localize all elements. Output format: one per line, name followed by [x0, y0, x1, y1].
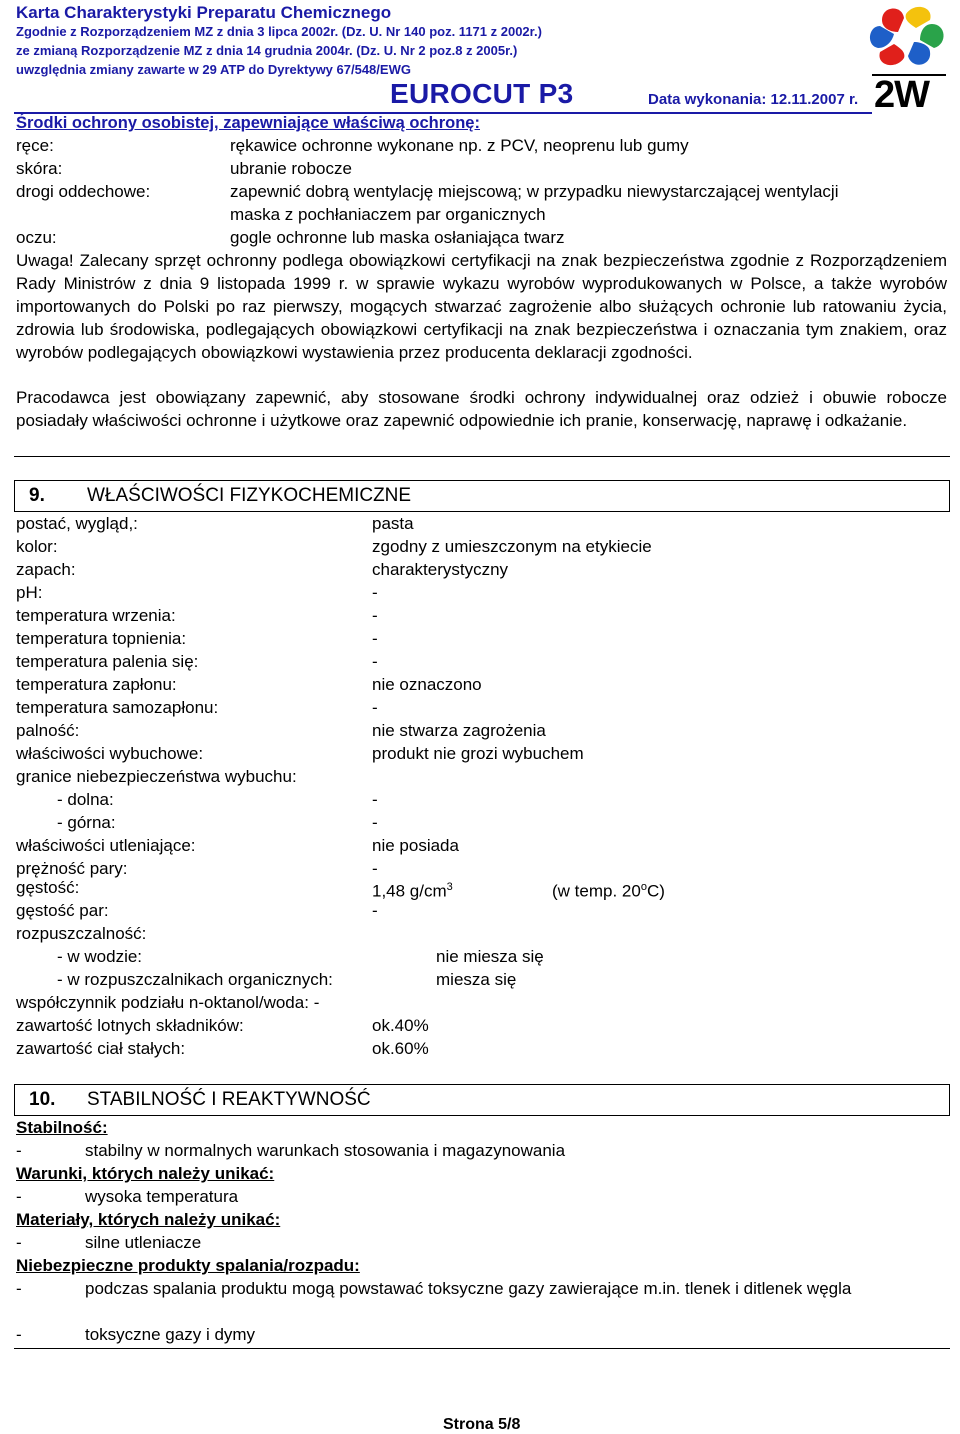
section-number: 9.: [29, 485, 45, 506]
hands-label: ręce:: [16, 136, 54, 155]
section-number: 10.: [29, 1089, 56, 1110]
respiratory-label: drogi oddechowe:: [16, 182, 151, 201]
property-value: -: [372, 583, 378, 602]
product-name: EUROCUT P3: [390, 78, 574, 109]
avoid-materials-text: silne utleniacze: [85, 1233, 202, 1252]
partition-coefficient: współczynnik podziału n-oktanol/woda: -: [16, 993, 320, 1012]
bullet-dash: -: [16, 1279, 22, 1298]
avoid-materials-heading: Materiały, których należy unikać:: [16, 1210, 281, 1229]
section-10-header: [14, 1084, 950, 1116]
property-label: temperatura samozapłonu:: [16, 698, 219, 717]
property-label: temperatura topnienia:: [16, 629, 187, 648]
regulation-line-1: Zgodnie z Rozporządzeniem MZ z dnia 3 lipca 2002r. (Dz. U. Nr 140 poz. 1171 z 2002r.): [16, 24, 542, 39]
water-solubility-label: - w wodzie:: [57, 947, 143, 966]
bullet-dash: -: [16, 1141, 22, 1160]
solids-value: ok.60%: [372, 1039, 429, 1058]
skin-label: skóra:: [16, 159, 63, 178]
property-value: -: [372, 813, 378, 832]
property-value: zgodny z umieszczonym na etykiecie: [372, 537, 652, 556]
company-logo: [868, 2, 950, 116]
density-temperature: (w temp. 20$^o$C): [552, 881, 665, 901]
property-label: zapach:: [16, 560, 76, 579]
property-value: -: [372, 698, 378, 717]
vapor-density-value: -: [372, 901, 378, 920]
property-label: temperatura wrzenia:: [16, 606, 176, 625]
property-label: palność:: [16, 721, 80, 740]
bullet-dash: -: [16, 1187, 22, 1206]
skin-value: ubranie robocze: [230, 159, 352, 178]
property-label: - górna:: [57, 813, 116, 832]
bullet-dash: -: [16, 1233, 22, 1252]
property-value: -: [372, 652, 378, 671]
bullet-dash: -: [16, 1325, 22, 1344]
property-label: - dolna:: [57, 790, 114, 809]
page-number: Strona 5/8: [443, 1416, 521, 1433]
avoid-conditions-text: wysoka temperatura: [85, 1187, 239, 1206]
property-label: postać, wygląd,:: [16, 514, 138, 533]
section-divider: [14, 456, 950, 457]
property-value: nie oznaczono: [372, 675, 482, 694]
property-label: kolor:: [16, 537, 58, 556]
stability-text: stabilny w normalnych warunkach stosowania i magazynowania: [85, 1141, 566, 1160]
property-value: nie posiada: [372, 836, 459, 855]
density-value: 1,48 $g/cm^3$: [372, 881, 453, 901]
creation-date: Data wykonania: 12.11.2007 r.: [648, 91, 859, 108]
property-value: -: [372, 790, 378, 809]
property-label: temperatura palenia się:: [16, 652, 199, 671]
eyes-value: gogle ochronne lub maska osłaniająca twarz: [230, 228, 565, 247]
employer-obligation: Pracodawca jest obowiązany zapewnić, aby stosowane środki ochrony indywidualnej oraz odzież i obuwie robocze posiadały właściwości ochronne i użytkowe oraz zapewnić odpowiednie ich pranie, konserwację, naprawę i odkażanie.: [16, 388, 947, 430]
hazardous-products-text-2: toksyczne gazy i dymy: [85, 1325, 256, 1344]
property-label: granice niebezpieczeństwa wybuchu:: [16, 767, 297, 786]
solids-label: zawartość ciał stałych:: [16, 1039, 186, 1058]
volatile-label: zawartość lotnych składników:: [16, 1016, 244, 1035]
organic-solubility-label: - w rozpuszczalnikach organicznych:: [57, 970, 333, 989]
certification-note: Uwaga! Zalecany sprzęt ochronny podlega obowiązkowi certyfikacji na znak bezpieczeństwa zgodnie z Rozporządzeniem Rady Ministrów z dnia 9 listopada 1999 r. w sprawie wykazu wyrobów wyprodukowanych w Polsce, a także wyrobów importowanych do Polski po raz pierwszy, mogących stwarzać zagrożenie albo służących ochronie lub ratowaniu życia, zdrowia lub środowiska, podlegających obowiązkowi certyfikacji na znak bezpieczeństwa i oznaczania tym znakiem, oraz wyrobów podlegających obowiązkowi wystawienia przez producenta deklaracji zgodności.: [16, 251, 947, 362]
respiratory-value-2: maska z pochłaniaczem par organicznych: [230, 205, 546, 224]
section-title: STABILNOŚĆ I REAKTYWNOŚĆ: [87, 1089, 371, 1110]
property-label: właściwości utleniające:: [16, 836, 196, 855]
volatile-value: ok.40%: [372, 1016, 429, 1035]
hazardous-products-heading: Niebezpieczne produkty spalania/rozpadu:: [16, 1256, 360, 1275]
hands-value: rękawice ochronne wykonane np. z PCV, neoprenu lub gumy: [230, 136, 689, 155]
avoid-conditions-heading: Warunki, których należy unikać:: [16, 1164, 275, 1183]
property-value: -: [372, 859, 378, 878]
regulation-line-2: ze zmianą Rozporządzenie MZ z dnia 14 grudnia 2004r. (Dz. U. Nr 2 poz.8 z 2005r.): [16, 43, 518, 58]
document-title: Karta Charakterystyki Preparatu Chemicznego: [16, 3, 392, 22]
section-9-header: [14, 480, 950, 512]
property-value: -: [372, 629, 378, 648]
property-label: pH:: [16, 583, 43, 602]
density-label: gęstość:: [16, 878, 80, 897]
property-value: charakterystyczny: [372, 560, 509, 579]
property-value: -: [372, 606, 378, 625]
water-solubility-value: nie miesza się: [436, 947, 544, 966]
property-value: pasta: [372, 514, 414, 533]
property-label: prężność pary:: [16, 859, 128, 878]
respiratory-value: zapewnić dobrą wentylację miejscową; w przypadku niewystarczającej wentylacji: [230, 182, 839, 201]
section-title: WŁAŚCIWOŚCI FIZYKOCHEMICZNE: [87, 485, 412, 506]
property-label: temperatura zapłonu:: [16, 675, 177, 694]
property-label: właściwości wybuchowe:: [16, 744, 204, 763]
regulation-line-3: uwzględnia zmiany zawarte w 29 ATP do Dyrektywy 67/548/EWG: [16, 62, 411, 77]
organic-solubility-value: miesza się: [436, 970, 517, 989]
eyes-label: oczu:: [16, 228, 57, 247]
property-value: produkt nie grozi wybuchem: [372, 744, 584, 763]
hazardous-products-text-1: podczas spalania produktu mogą powstawać toksyczne gazy zawierające m.in. tlenek i ditlenek węgla: [85, 1279, 852, 1298]
solubility-label: rozpuszczalność:: [16, 924, 147, 943]
stability-heading: Stabilność:: [16, 1118, 108, 1137]
property-value: nie stwarza zagrożenia: [372, 721, 546, 740]
vapor-density-label: gęstość par:: [16, 901, 109, 920]
section-divider: [14, 1348, 950, 1349]
logo-text: 2W: [874, 74, 929, 116]
protection-heading: Środki ochrony osobistej, zapewniające właściwą ochronę:: [16, 114, 480, 132]
